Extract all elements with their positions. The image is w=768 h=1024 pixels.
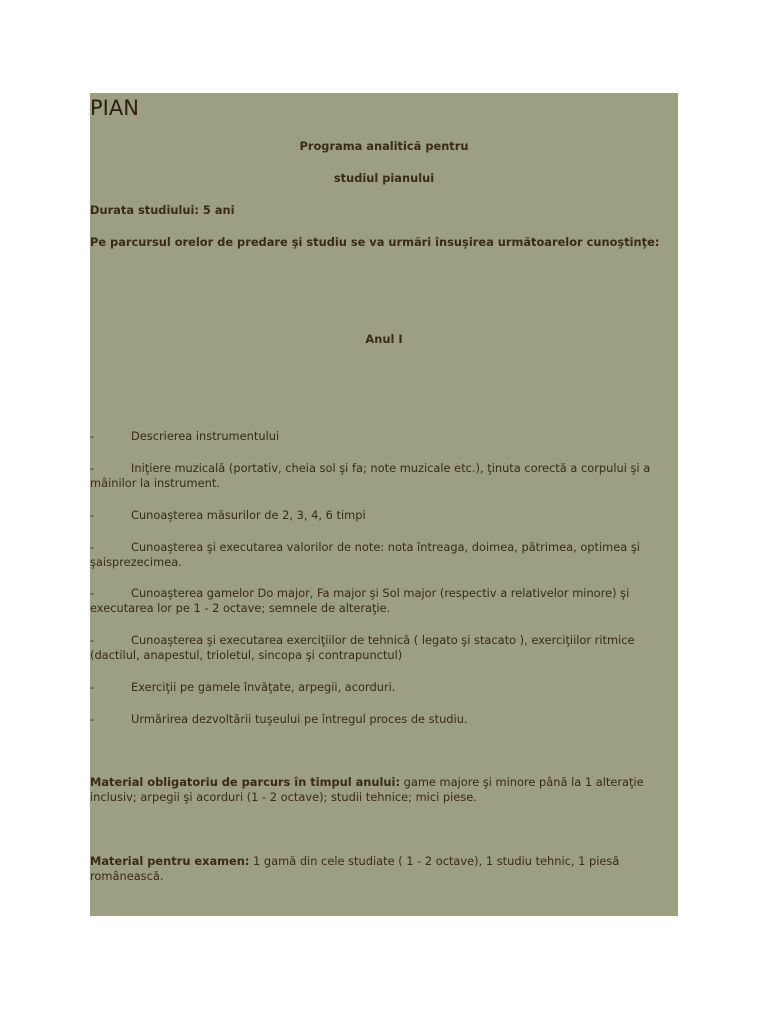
exam-label: Material pentru examen:: [90, 854, 250, 868]
material-text: game majore şi minore până la 1 alteraţie inclusiv; arpegii şi acorduri (1 - 2 octave); studii tehnice; mici piese.: [90, 775, 644, 804]
bullet-dash: -: [90, 461, 95, 475]
list-item: - Cunoaşterea măsurilor de 2, 3, 4, 6 timpi: [90, 508, 366, 522]
intro-text: Pe parcursul orelor de predare şi studiu se va urmări însuşirea următoarelor cunoştinţe:: [90, 235, 660, 249]
heading-line-1: Programa analitică pentru: [299, 139, 469, 153]
exam-text: 1 gamă din cele studiate ( 1 - 2 octave), 1 studiu tehnic, 1 piesă românească.: [90, 854, 620, 883]
document-page: [90, 93, 678, 916]
bullet-dash: -: [90, 633, 95, 647]
list-item: - Exerciţii pe gamele învăţate, arpegii, acorduri.: [90, 680, 396, 694]
bullet-dash: -: [90, 680, 95, 694]
list-item: - Descrierea instrumentului: [90, 429, 280, 443]
material-label: Material obligatoriu de parcurs în timpul anului:: [90, 775, 400, 789]
heading-line-2: studiul pianului: [333, 171, 435, 185]
list-item: - Cunoaşterea gamelor Do major, Fa major şi Sol major (respectiv a relativelor minore) şi executarea lor pe 1 - 2 octave; semnele de alteraţie.: [90, 586, 630, 615]
duration-line: [90, 203, 678, 218]
page-title: PIAN: [90, 96, 139, 120]
material-paragraph: [90, 775, 678, 805]
bullet-dash: -: [90, 429, 95, 443]
duration-value: 5 ani: [202, 203, 235, 217]
bullet-dash: -: [90, 508, 95, 522]
bullet-dash: -: [90, 540, 95, 554]
list-item: - Cunoaşterea şi executarea valorilor de note: nota întreaga, doimea, pătrimea, optimea şi şaisprezecimea.: [90, 540, 640, 569]
exam-paragraph: [90, 854, 678, 884]
duration-label: Durata studiului:: [90, 203, 199, 217]
list-item: - Urmărirea dezvoltării tuşeului pe întregul proces de studiu.: [90, 712, 468, 726]
bullet-dash: -: [90, 712, 95, 726]
list-item: - Iniţiere muzicală (portativ, cheia sol şi fa; note muzicale etc.), ţinuta corectă a corpului şi a mâinilor la instrument.: [90, 461, 651, 490]
year-heading: Anul I: [365, 332, 403, 346]
bullet-dash: -: [90, 586, 95, 600]
list-item: - Cunoaşterea şi executarea exerciţiilor de tehnică ( legato şi stacato ), exerciţiilor ritmice (dactilul, anapestul, trioletul, sincopa şi contrapunctul): [90, 633, 635, 662]
